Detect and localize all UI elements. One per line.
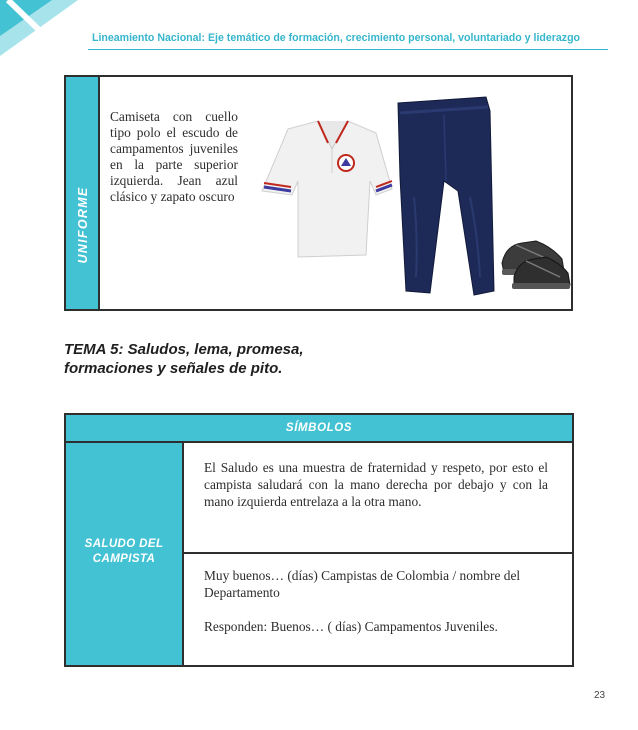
row-divider [184, 552, 572, 554]
uniform-label: UNIFORME [76, 186, 90, 264]
uniform-illustration [66, 77, 571, 309]
row-label-cell [66, 443, 184, 665]
header-rule [88, 49, 608, 50]
uniform-box [64, 75, 573, 311]
row-label-line2: CAMPISTA [92, 553, 156, 565]
shoes-image [502, 241, 570, 289]
page-number: 23 [594, 690, 606, 701]
section-title-line1: TEMA 5: Saludos, lema, promesa, [64, 341, 304, 358]
corner-decoration [0, 0, 90, 60]
section-title [64, 340, 364, 378]
section-title-line2: formaciones y señales de pito. [64, 360, 283, 377]
salute-greeting-cell [204, 567, 554, 635]
symbols-table-header: SÍMBOLOS [66, 415, 572, 443]
row-label [66, 537, 182, 567]
symbols-table [64, 413, 574, 667]
polo-shirt-image [262, 121, 392, 257]
salute-description-cell: El Saludo es una muestra de fraternidad y respeto, por esto el campista saludará con la mano derecha por debajo y con la mano izquierda entrelaza a la otra mano. [204, 460, 548, 509]
response-text: Responden: Buenos… ( días) Campamentos Juveniles. [204, 619, 498, 634]
uniform-description: Camiseta con cuello tipo polo el escudo de campamentos juveniles en la parte superior izquierda. Jean azul clásico y zapato oscuro [110, 109, 238, 204]
greeting-text: Muy buenos… (días) Campistas de Colombia / nombre del Departamento [204, 568, 521, 600]
running-header: Lineamiento Nacional: Eje temático de formación, crecimiento personal, voluntariado y liderazgo [92, 32, 581, 44]
jeans-image [398, 97, 494, 295]
row-label-line1: SALUDO DEL [84, 538, 164, 550]
